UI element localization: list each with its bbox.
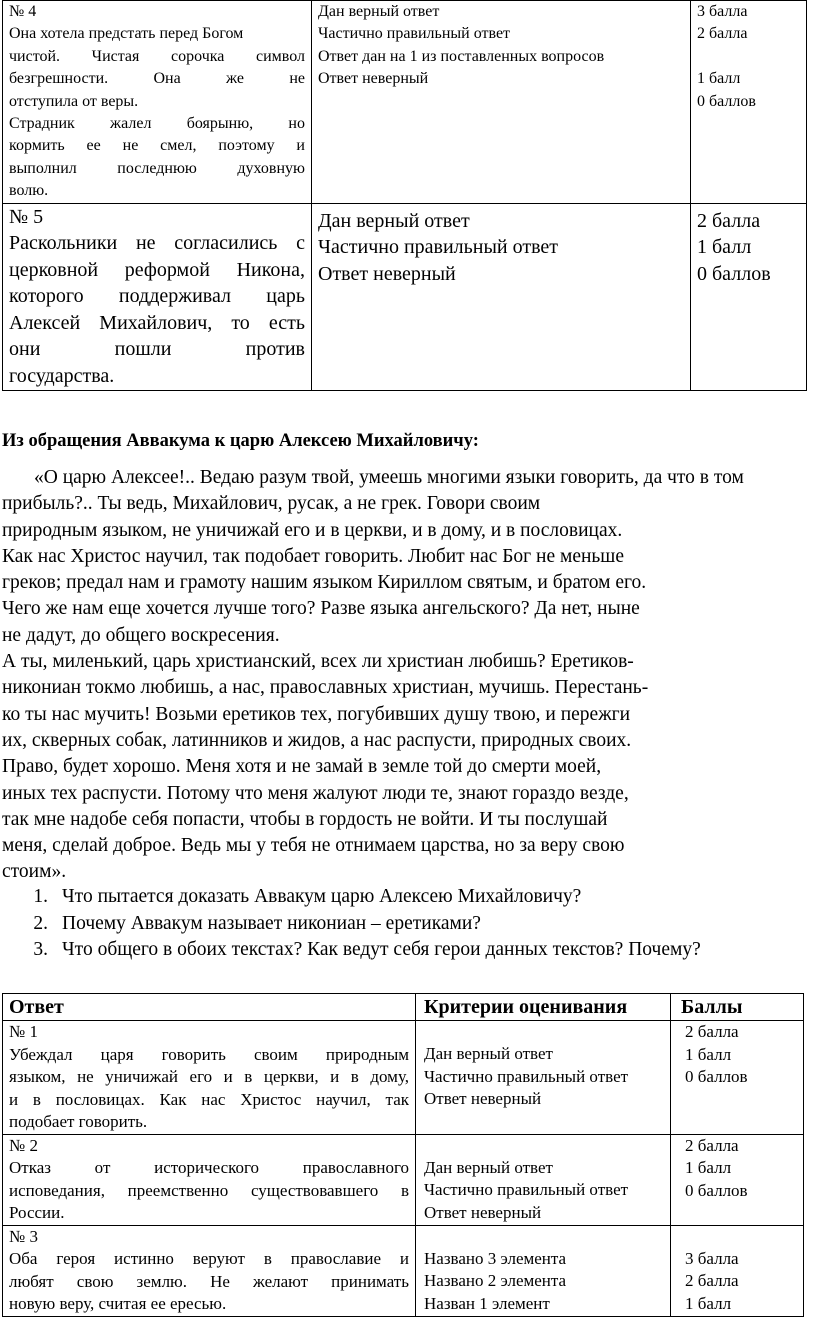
header-criteria: Критерии оценивания — [416, 994, 671, 1021]
list-item: 3. Что общего в обоих текстах? Как ведут себя герои данных текстов? Почему? — [33, 939, 701, 960]
bottom-grading-table — [2, 993, 804, 1317]
table-row — [3, 1, 807, 204]
answer-cell: № 3 Оба героя истинно веруют в православие и любят свою землю. Не желают принимать новую веру, считая ее ересью. — [3, 1225, 416, 1316]
score-cell: 3 балла 2 балла 1 балл 0 баллов — [691, 1, 807, 204]
header-answer: Ответ — [3, 994, 416, 1021]
answer-cell: № 2 Отказ от исторического православного исповедания, преемственно существовавшего в России. — [3, 1134, 416, 1225]
header-scores: Баллы — [671, 994, 804, 1021]
answer-text: Она хотела предстать перед Богом чистой. Чистая сорочка символ безгрешности. Она же не отступила от веры. Страдник жалел боярыню, но кормить ее не смел, поэтому и выполнил последнюю духовную волю. — [9, 25, 305, 200]
criteria-cell: Дан верный ответ Частично правильный ответ Ответ неверный — [416, 1134, 671, 1225]
table-header-row — [3, 994, 804, 1021]
table-row — [3, 1225, 804, 1316]
criteria-cell: Дан верный ответ Частично правильный ответ Ответ неверный — [312, 203, 691, 391]
list-item: 1. Что пытается доказать Аввакум царю Алексею Михайловичу? — [33, 886, 582, 907]
question-number: № 2 — [9, 1135, 38, 1155]
question-number: № 3 — [9, 1226, 38, 1246]
question-number: № 4 — [9, 3, 37, 20]
question-number: № 1 — [9, 1022, 38, 1041]
question-list — [2, 884, 701, 964]
score-cell: 2 балла 1 балл 0 баллов — [671, 1021, 804, 1135]
answer-text: Раскольники не согласились с церковной реформой Никона, которого поддерживал царь Алексей Михайлович, то есть они пошли против государства. — [9, 232, 305, 387]
question-number: № 5 — [9, 205, 44, 228]
quote-text: «О царю Алексее!.. Ведаю разум твой, умеешь многими языки говорить, да что в том прибыль?.. Ты ведь, Михайлович, русак, а не грек. Говори своим природным языком, не уничижай его и в церкви, и в дому, и в пословицах. Как нас Христос научил, так подобает говорить. Любит нас Бог не меньше греков; предал нам и грамоту нашим языком Кириллом святым, и братом его. Чего же нам еще хочется лучше того? Разве языка ангельского? Да нет, ныне не дадут, до общего воскресения. А ты, миленький, царь христианский, всех ли христиан любишь? Еретиков- никониан токмо любишь, а нас, православных христиан, мучишь. Перестань- ко ты нас мучить! Возьми еретиков тех, погубивших душу твою, и пережги их, скверных собак, латинников и жидов, а нас распусти, природных своих. Право, будет хорошо. Меня хотя и не замай в земле той до смерти моей, иных тех распусти. Потому что меня жалуют люди те, знают гораздо везде, так мне надобе себя попасти, чтобы в гордость не войти. И ты послушай меня, сделай доброе. Ведь мы у тебя не отнимаем царства, но за веру свою стоим». — [2, 467, 744, 883]
section-heading: Из обращения Аввакума к царю Алексею Михайловичу: — [2, 431, 479, 451]
table-row — [3, 1021, 804, 1135]
criteria-cell: Дан верный ответ Частично правильный ответ Ответ неверный — [416, 1021, 671, 1135]
score-cell: 2 балла 1 балл 0 баллов — [671, 1134, 804, 1225]
score-cell: 3 балла 2 балла 1 балл — [671, 1225, 804, 1316]
top-grading-table — [2, 0, 807, 391]
answer-cell — [3, 203, 312, 391]
score-cell: 2 балла 1 балл 0 баллов — [691, 203, 807, 391]
table-row — [3, 203, 807, 391]
criteria-cell: Названо 3 элемента Названо 2 элемента Назван 1 элемент — [416, 1225, 671, 1316]
answer-cell — [3, 1, 312, 204]
list-item: 2. Почему Аввакум называет никониан – еретиками? — [33, 912, 481, 934]
criteria-cell: Дан верный ответ Частично правильный ответ Ответ дан на 1 из поставленных вопросов Ответ неверный — [312, 1, 691, 204]
answer-cell: № 1 Убеждал царя говорить своим природным языком, не уничижай его и в церкви, и в дому, и в пословицах. Как нас Христос научил, так подобает говорить. — [3, 1021, 416, 1135]
table-row — [3, 1134, 804, 1225]
